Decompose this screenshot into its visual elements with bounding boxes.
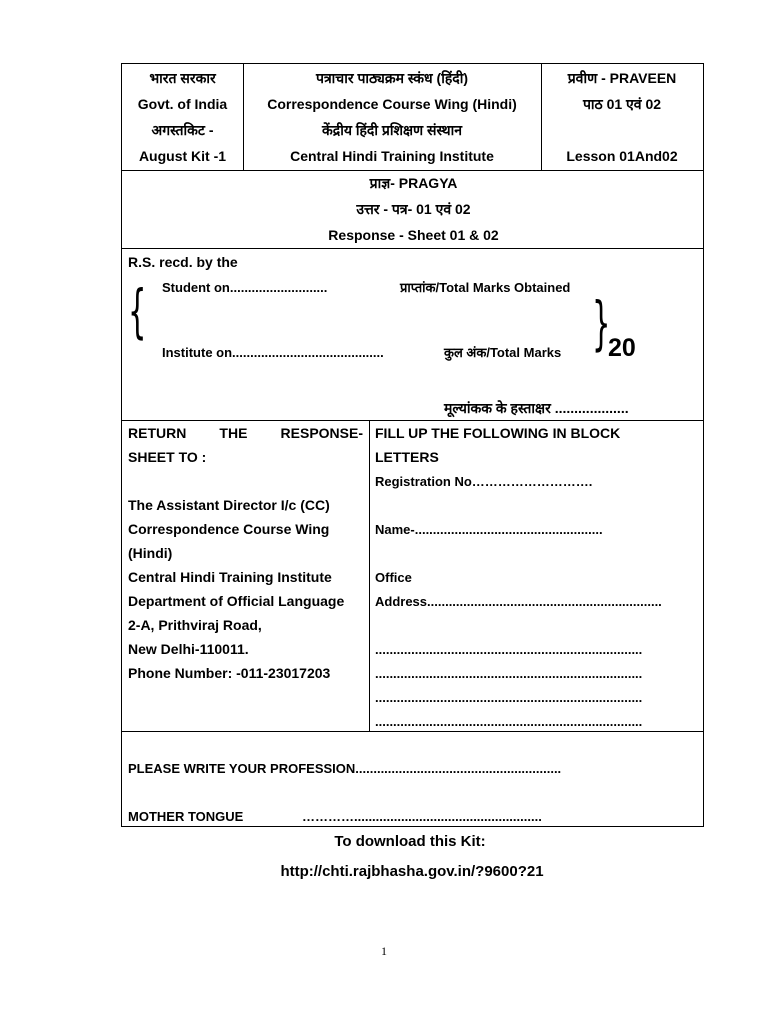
divider: [122, 420, 703, 421]
title-hindi-response: उत्तर - पत्र- 01 एवं 02: [356, 201, 471, 217]
institute-on-field: Institute on..........................................: [162, 345, 384, 360]
download-url[interactable]: http://chti.rajbhasha.gov.in/?9600?21: [280, 863, 544, 880]
divider: [122, 248, 703, 249]
download-label: To download this Kit:: [334, 833, 486, 850]
right-brace: }: [592, 289, 611, 357]
header-left-kit: August Kit -1: [138, 148, 227, 164]
divider: [122, 731, 703, 732]
address-line: Department of Official Language: [128, 593, 345, 609]
fill-heading: FILL UP THE FOLLOWING IN BLOCK: [375, 425, 621, 441]
divider: [122, 170, 703, 171]
header-middle-hindi-institute: केंद्रीय हिंदी प्रशिक्षण संस्थान: [322, 122, 462, 138]
header-middle-institute: Central Hindi Training Institute: [290, 148, 494, 164]
address-field: Address.................................................................: [375, 594, 662, 609]
header-right-hindi-lesson: पाठ 01 एवं 02: [582, 96, 662, 112]
address-line: The Assistant Director I/c (CC): [128, 497, 330, 513]
header-right-course: प्रवीण - PRAVEEN: [567, 70, 677, 86]
total-marks-label: कुल अंक/Total Marks: [444, 345, 562, 360]
mother-tongue-field: …………....................................................: [302, 809, 542, 824]
rs-heading: R.S. recd. by the: [128, 254, 238, 270]
header-middle-wing: Correspondence Course Wing (Hindi): [267, 96, 517, 112]
address-line: Correspondence Course Wing: [128, 521, 330, 537]
student-on-field: Student on...........................: [162, 280, 328, 295]
registration-field: Registration No……………………….: [375, 474, 593, 489]
office-label: Office: [375, 570, 412, 585]
profession-field: PLEASE WRITE YOUR PROFESSION.........................................................: [128, 761, 562, 776]
address-dot-line: ..........................................................................: [375, 714, 643, 729]
address-dot-line: ..........................................................................: [375, 690, 643, 705]
page-number: 1: [381, 944, 387, 958]
name-field: Name-....................................................: [375, 522, 603, 537]
left-brace: {: [128, 277, 147, 345]
response-sheet-form: [121, 63, 704, 827]
return-heading: RETURN THE RESPONSE-: [128, 425, 363, 441]
phone-number: Phone Number: -011-23017203: [128, 665, 331, 681]
address-line: (Hindi): [128, 545, 173, 561]
header-middle-hindi-wing: पत्राचार पाठ्यक्रम स्कंध (हिंदी): [316, 70, 468, 86]
address-line: 2-A, Prithviraj Road,: [128, 617, 262, 633]
address-dot-line: ..........................................................................: [375, 666, 643, 681]
header-left-hindi-gov: भारत सरकार: [149, 70, 216, 86]
address-dot-line: ..........................................................................: [375, 642, 643, 657]
header-left-hindi-kit: अगस्तकिट -: [151, 122, 214, 138]
total-marks-value: 20: [608, 334, 636, 362]
header-right-lesson: Lesson 01And02: [566, 148, 678, 164]
evaluator-signature: मूल्यांकक के हस्ताक्षर ...................: [444, 400, 629, 416]
title-response-sheet: Response - Sheet 01 & 02: [328, 227, 499, 243]
mother-tongue-label: MOTHER TONGUE: [128, 809, 244, 824]
fill-heading-2: LETTERS: [375, 449, 439, 465]
header-left-gov-india: Govt. of India: [137, 96, 228, 112]
divider: [369, 420, 370, 731]
address-line: New Delhi-110011.: [128, 641, 249, 657]
title-pragya: प्राज्ञ- PRAGYA: [369, 175, 458, 191]
marks-obtained-label: प्राप्तांक/Total Marks Obtained: [400, 280, 571, 295]
return-heading-2: SHEET TO :: [128, 449, 207, 465]
address-line: Central Hindi Training Institute: [128, 569, 332, 585]
